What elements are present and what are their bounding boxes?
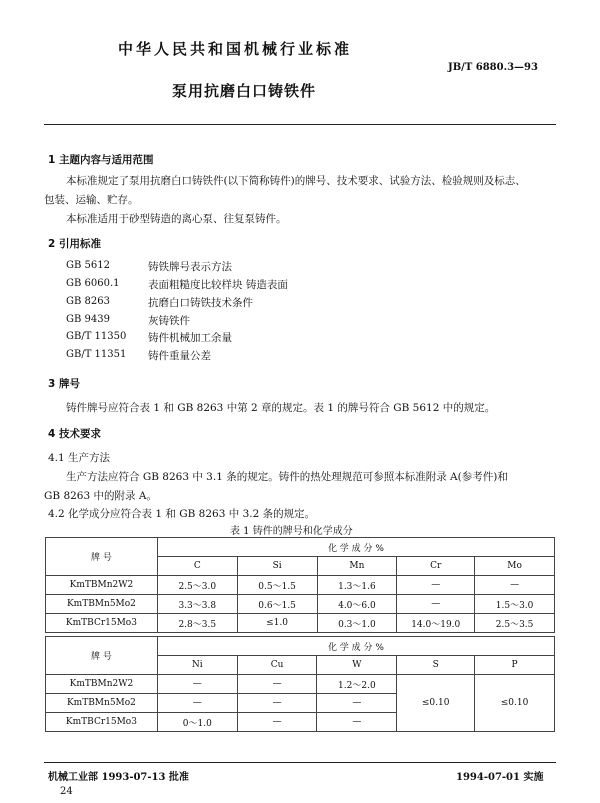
grade-header: 牌 号	[46, 538, 158, 576]
section-3-paragraph: 铸件牌号应符合表 1 和 GB 8263 中第 2 章的规定。表 1 的牌号符合 GB 5612 中的规定。	[66, 402, 496, 414]
table-caption: 表 1 铸件的牌号和化学成分	[230, 526, 353, 537]
footer-rule	[44, 762, 556, 763]
section-4-1-line-1: 生产方法应符合 GB 8263 中 3.1 条的规定。铸件的热处理规范可参照本标准附录 A(参考件)和	[66, 471, 508, 483]
sulfur-merged-cell: ≤0.10	[397, 675, 475, 732]
table-cell: —	[317, 694, 397, 713]
table-cell: —	[157, 675, 237, 694]
table-cell: 0～1.0	[157, 713, 237, 732]
reference-code: GB 5612	[66, 260, 110, 271]
table-cell: ≤1.0	[237, 614, 317, 633]
column-header: Cr	[397, 557, 475, 576]
composition-table-part-1	[45, 537, 555, 633]
reference-name: 表面粗糙度比较样块 铸造表面	[148, 279, 288, 291]
reference-name: 抗磨白口铸铁技术条件	[148, 297, 253, 309]
page-number: 24	[60, 786, 73, 797]
table-cell: 4.0～6.0	[317, 595, 397, 614]
reference-code: GB/T 11351	[66, 349, 127, 360]
chemical-composition-header: 化 学 成 分 %	[157, 637, 554, 656]
section-3-heading: 3 牌号	[48, 378, 80, 390]
grade-cell: KmTBCr15Mo3	[46, 614, 158, 633]
column-header: Ni	[157, 656, 237, 675]
section-4-1-line-2: GB 8263 中的附录 A。	[44, 490, 157, 502]
table-cell: —	[397, 595, 475, 614]
table-cell: 0.3～1.0	[317, 614, 397, 633]
reference-name: 铸铁牌号表示方法	[148, 261, 232, 273]
column-header: Si	[237, 557, 317, 576]
table-cell: 3.3～3.8	[157, 595, 237, 614]
reference-code: GB/T 11350	[66, 331, 127, 342]
section-4-2-text: 4.2 化学成分应符合表 1 和 GB 8263 中 3.2 条的规定。	[48, 508, 316, 520]
table-row	[46, 614, 555, 633]
table-cell: 1.3～1.6	[317, 576, 397, 595]
grade-cell: KmTBMn2W2	[46, 576, 158, 595]
table-row	[46, 595, 555, 614]
section-4-1-heading: 4.1 生产方法	[48, 452, 111, 464]
chemical-composition-header: 化 学 成 分 %	[157, 538, 554, 557]
standard-number: JB/T 6880.3—93	[448, 62, 538, 73]
column-header: Mn	[317, 557, 397, 576]
table-cell: 2.5～3.5	[475, 614, 555, 633]
table-cell: —	[237, 713, 317, 732]
table-cell: 1.2～2.0	[317, 675, 397, 694]
table-cell: —	[397, 576, 475, 595]
standard-category-title: 中华人民共和国机械行业标准	[118, 40, 353, 58]
document-title: 泵用抗磨白口铸铁件	[172, 82, 317, 100]
section-4-heading: 4 技术要求	[48, 428, 101, 440]
reference-code: GB 9439	[66, 314, 110, 325]
table-cell: —	[157, 694, 237, 713]
table-cell: 0.6～1.5	[237, 595, 317, 614]
table-cell: 14.0～19.0	[397, 614, 475, 633]
table-cell: —	[237, 675, 317, 694]
table-cell: 2.8～3.5	[157, 614, 237, 633]
grade-cell: KmTBCr15Mo3	[46, 713, 158, 732]
column-header: C	[157, 557, 237, 576]
column-header: Mo	[475, 557, 555, 576]
reference-name: 铸件重量公差	[148, 350, 211, 362]
section-1-paragraph-2: 本标准适用于砂型铸造的离心泵、往复泵铸件。	[66, 213, 287, 225]
column-header: P	[475, 656, 555, 675]
section-1-paragraph-1-line-2: 包装、运输、贮存。	[44, 194, 139, 206]
column-header: S	[397, 656, 475, 675]
grade-cell: KmTBMn2W2	[46, 675, 158, 694]
table-cell: 1.5～3.0	[475, 595, 555, 614]
table-cell: —	[317, 713, 397, 732]
reference-code: GB 6060.1	[66, 278, 120, 289]
grade-header: 牌 号	[46, 637, 158, 675]
table-row	[46, 576, 555, 595]
section-1-paragraph-1-line-1: 本标准规定了泵用抗磨白口铸铁件(以下简称铸件)的牌号、技术要求、试验方法、检验规则及标志、	[66, 175, 526, 187]
header-rule	[44, 124, 556, 125]
section-1-heading: 1 主题内容与适用范围	[48, 154, 154, 166]
effective-date: 1994-07-01 实施	[456, 772, 544, 783]
table-cell: —	[475, 576, 555, 595]
column-header: Cu	[237, 656, 317, 675]
reference-code: GB 8263	[66, 296, 110, 307]
composition-table-part-2	[45, 636, 555, 732]
table-cell: —	[237, 694, 317, 713]
reference-name: 铸件机械加工余量	[148, 332, 232, 344]
grade-cell: KmTBMn5Mo2	[46, 694, 158, 713]
grade-cell: KmTBMn5Mo2	[46, 595, 158, 614]
section-2-heading: 2 引用标准	[48, 238, 101, 250]
table-cell: 0.5～1.5	[237, 576, 317, 595]
reference-name: 灰铸铁件	[148, 315, 190, 327]
approval-date: 机械工业部 1993-07-13 批准	[48, 772, 189, 783]
column-header: W	[317, 656, 397, 675]
table-row	[46, 675, 555, 694]
phosphorus-merged-cell: ≤0.10	[475, 675, 555, 732]
table-cell: 2.5～3.0	[157, 576, 237, 595]
